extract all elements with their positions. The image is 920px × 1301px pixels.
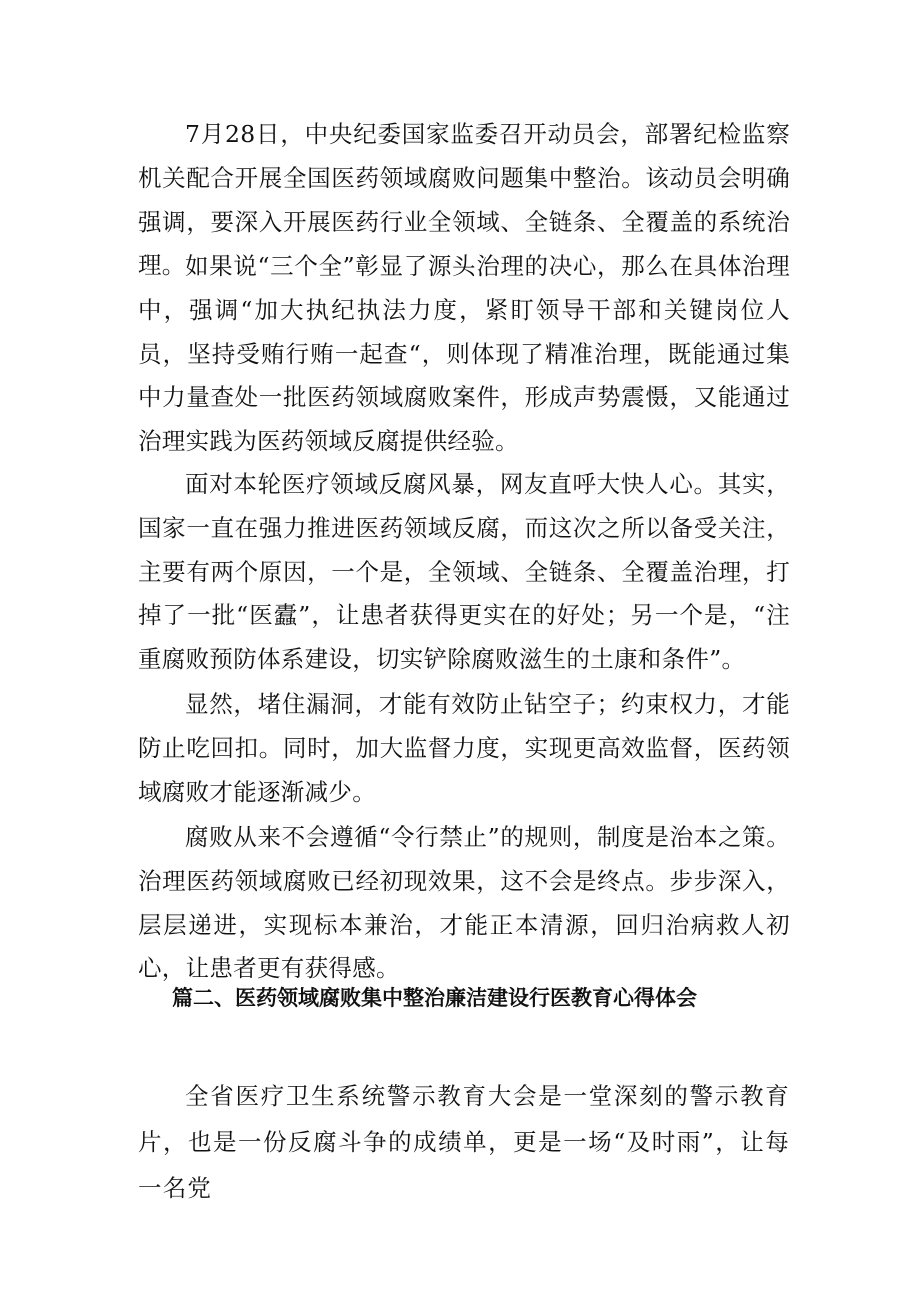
body-paragraph: 显然，堵住漏洞，才能有效防止钻空子；约束权力，才能防止吃回扣。同时，加大监督力度，实现更高效监督，医药领域腐败才能逐渐减少。 [138,690,790,806]
body-paragraph: 如果说“三个全”彰显了源头治理的决心，那么在具体治理中，强调“加大执纪执法力度，紧盯领导干部和关键岗位人员，坚持受贿行贿一起查“，则体现了精准治理，既能通过集中力量查处一批医药领域腐败案件，形成声势震慑，又能通过治理实践为医药领域反腐提供经验。 [138,252,790,456]
body-paragraph: 面对本轮医疗领域反腐风暴，网友直呼大快人心。其实，国家一直在强力推进医药领域反腐，而这次之所以备受关注，主要有两个原因，一个是，全领域、全链条、全覆盖治理，打掉了一批“医蠹”，让患者获得更实在的好处；另一个是，“注重腐败预防体系建设，切实铲除腐败滋生的土康和条件”。 [138,470,790,674]
body-paragraph: 7月28日，中央纪委国家监委召开动员会，部署纪检监察机关配合开展全国医药领域腐败问题集中整治。该动员会明确强调，要深入开展医药行业全领域、全链条、全覆盖的系统治理。 [138,120,790,280]
section-heading: 篇二、医药领域腐败集中整治廉洁建设行医教育心得体会 [172,986,697,1010]
body-paragraph: 腐败从来不会遵循“令行禁止”的规则，制度是治本之策。治理医药领域腐败已经初现效果，这不会是终点。步步深入，层层递进，实现标本兼治，才能正本清源，回归治病救人初心，让患者更有获得感。 [138,823,790,983]
section-paragraph: 全省医疗卫生系统警示教育大会是一堂深刻的警示教育片，也是一份反腐斗争的成绩单，更是一场“及时雨”，让每一名党 [138,1082,790,1202]
